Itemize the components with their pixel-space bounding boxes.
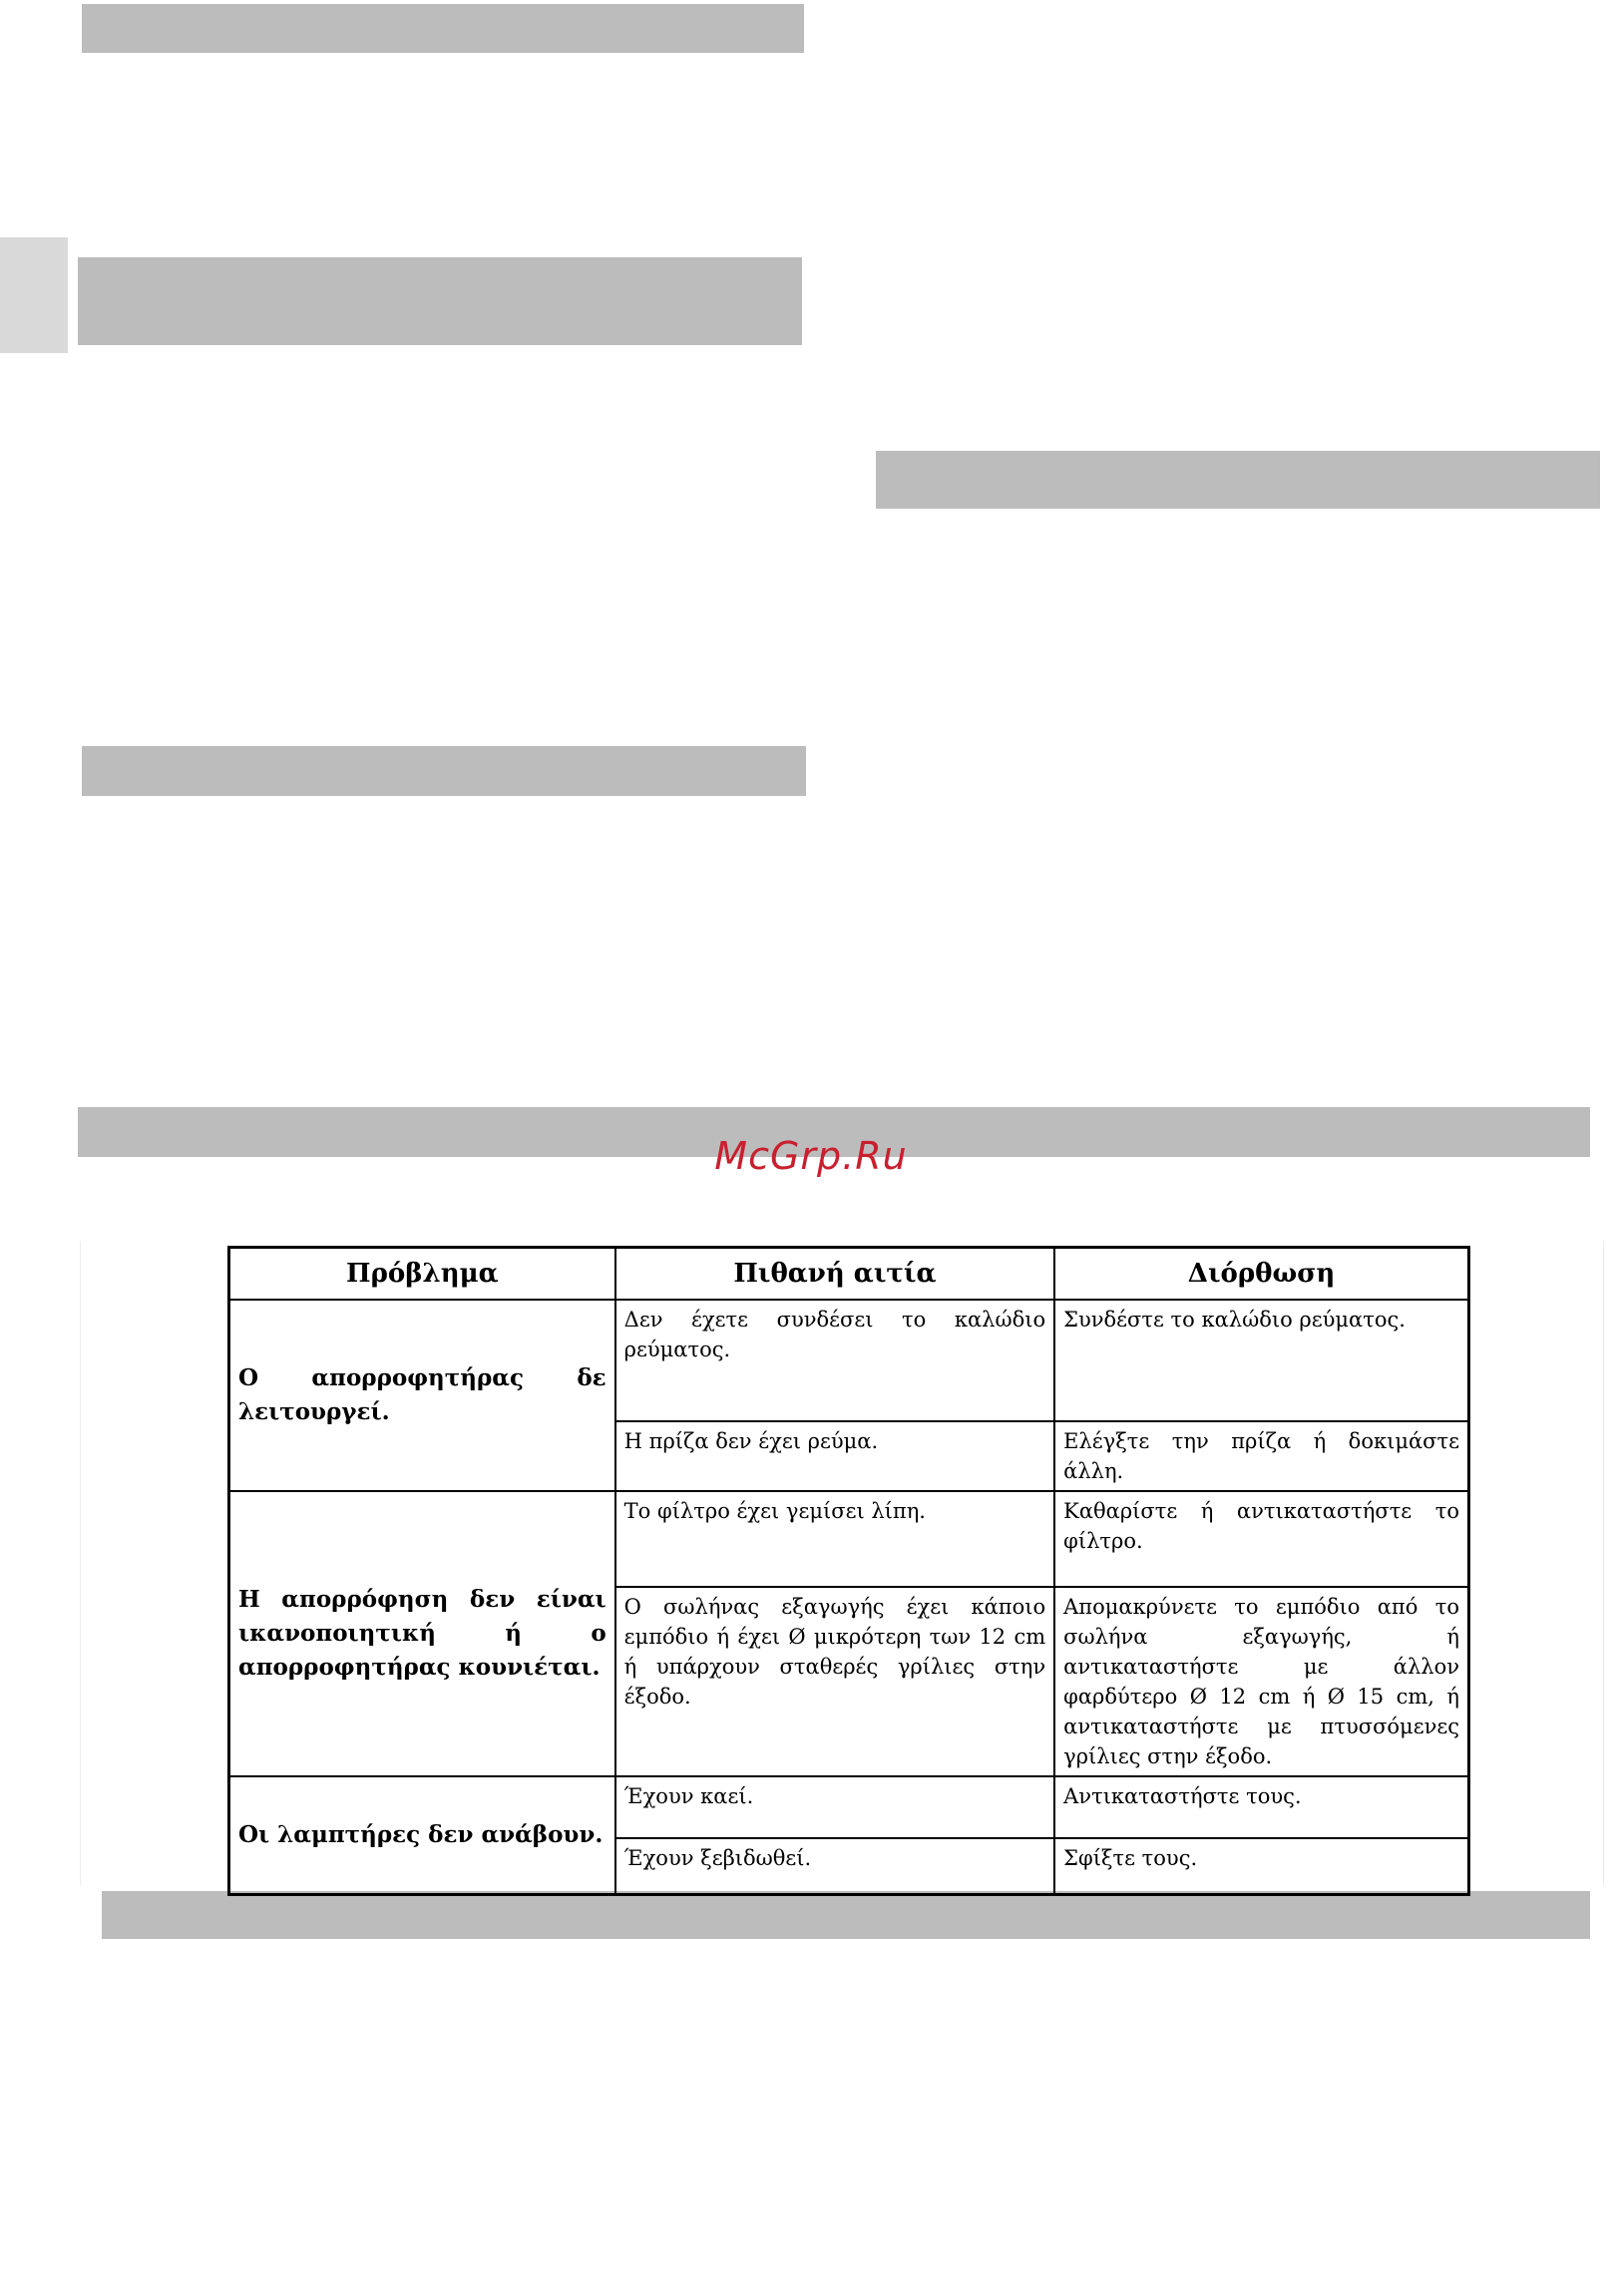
cause-cell: Έχουν ξεβιδωθεί. <box>615 1838 1054 1894</box>
problem-cell: Ο απορροφητήρας δε λειτουργεί. <box>229 1300 615 1491</box>
cause-cell: Η πρίζα δεν έχει ρεύμα. <box>615 1421 1054 1491</box>
watermark: McGrp.Ru <box>714 1134 908 1178</box>
fix-cell: Ελέγξτε την πρίζα ή δοκιμάστε άλλη. <box>1054 1421 1468 1491</box>
cause-cell: Ο σωλήνας εξαγωγής έχει κάποιο εμπόδιο ή έχει Ø μικρότερη των 12 cm ή υπάρχουν σταθερές γρίλιες στην έξοδο. <box>615 1587 1054 1776</box>
section-bar-4 <box>82 746 806 796</box>
table-header-row <box>229 1248 1469 1301</box>
table-row <box>229 1300 1469 1421</box>
table-row <box>229 1776 1469 1838</box>
section-bar-2 <box>78 257 802 345</box>
cause-cell: Δεν έχετε συνδέσει το καλώδιο ρεύματος. <box>615 1300 1054 1421</box>
troubleshooting-table <box>227 1246 1470 1896</box>
fix-cell: Καθαρίστε ή αντικαταστήστε το φίλτρο. <box>1054 1491 1468 1587</box>
section-bar-3 <box>876 451 1600 509</box>
header-problem: Πρόβλημα <box>229 1248 615 1301</box>
table-row <box>229 1491 1469 1587</box>
side-tab <box>0 237 68 353</box>
header-cause: Πιθανή αιτία <box>615 1248 1054 1301</box>
header-fix: Διόρθωση <box>1054 1248 1468 1301</box>
fix-cell: Απομακρύνετε το εμπόδιο από το σωλήνα εξαγωγής, ή αντικαταστήστε με άλλον φαρδύτερο Ø 12 cm ή Ø 15 cm, ή αντικαταστήστε με πτυσσόμενες γρίλιες στην έξοδο. <box>1054 1587 1468 1776</box>
section-bar-1 <box>82 4 804 53</box>
section-bar-6 <box>102 1891 1590 1939</box>
fix-cell: Αντικαταστήστε τους. <box>1054 1776 1468 1838</box>
fix-cell: Συνδέστε το καλώδιο ρεύματος. <box>1054 1300 1468 1421</box>
cause-cell: Το φίλτρο έχει γεμίσει λίπη. <box>615 1491 1054 1587</box>
problem-cell: Οι λαμπτήρες δεν ανάβουν. <box>229 1776 615 1894</box>
fix-cell: Σφίξτε τους. <box>1054 1838 1468 1894</box>
problem-cell: Η απορρόφηση δεν είναι ικανοποιητική ή ο απορροφητήρας κουνιέται. <box>229 1491 615 1776</box>
cause-cell: Έχουν καεί. <box>615 1776 1054 1838</box>
